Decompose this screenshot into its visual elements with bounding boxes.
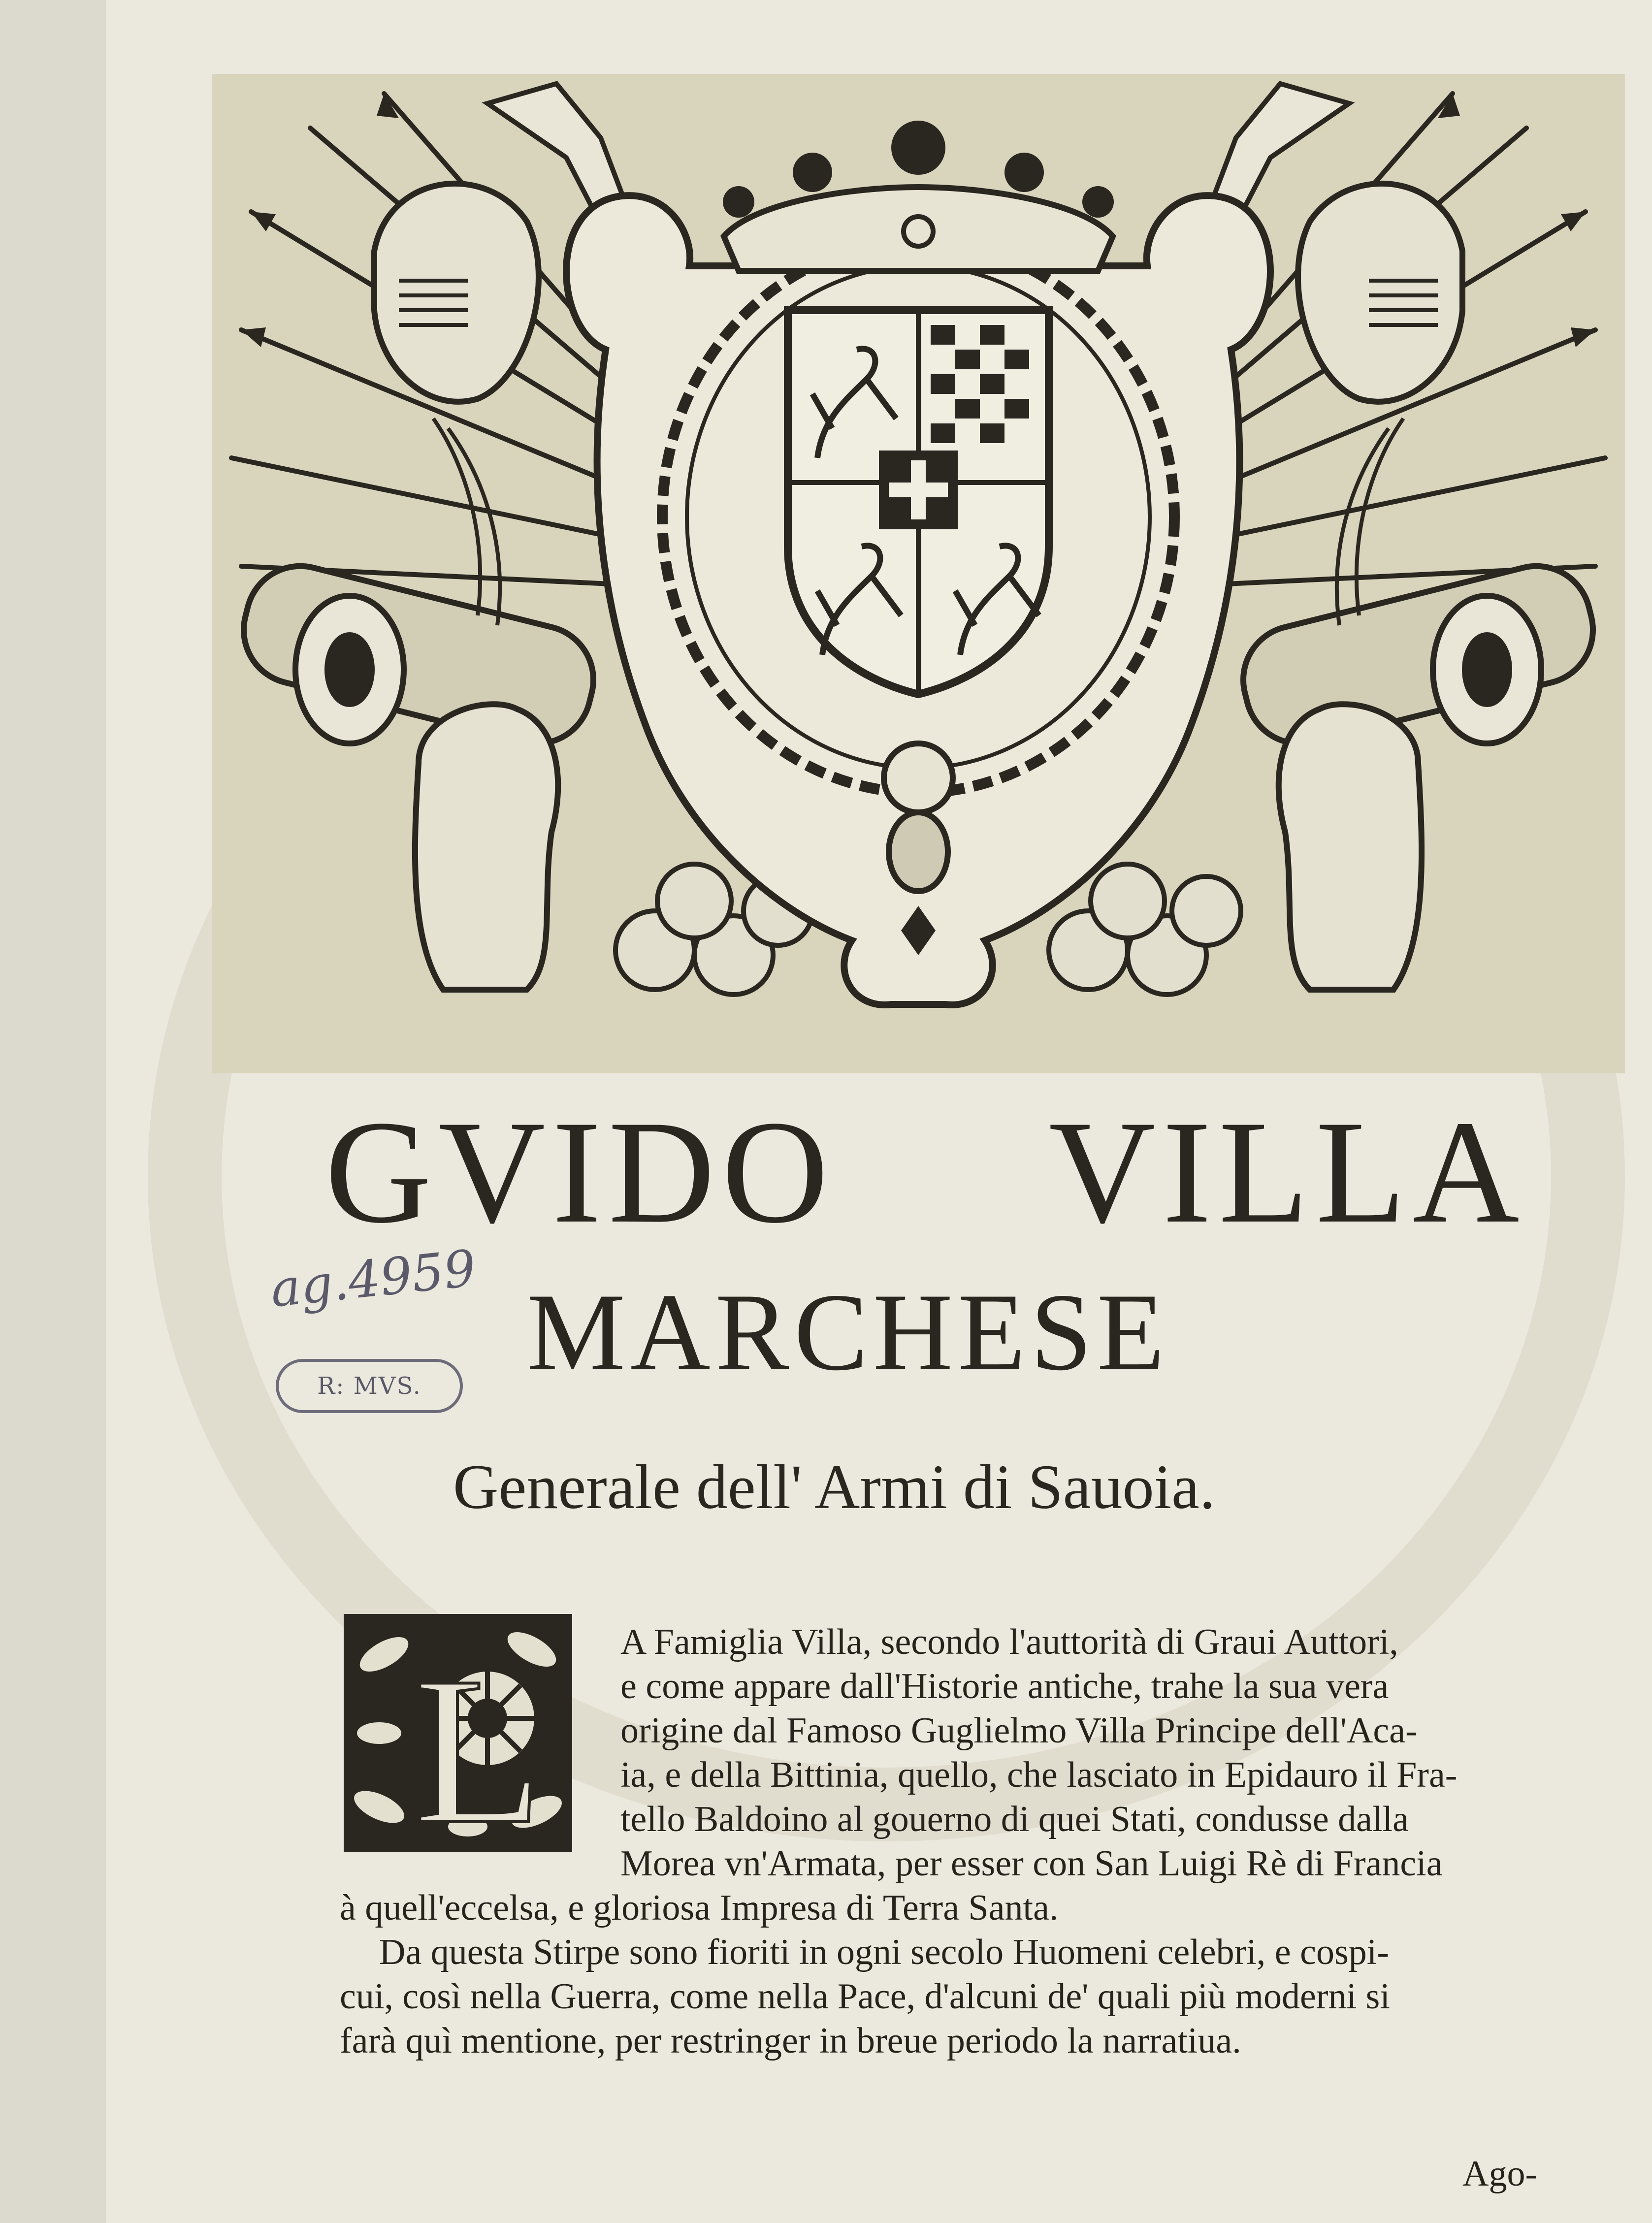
paragraph-1-line-3: origine dal Famoso Guglielmo Villa Principe dell'Aca- <box>620 1710 1418 1751</box>
library-stamp: R: MVS. <box>276 1359 463 1413</box>
document-subtitle: MARCHESE <box>527 1270 1170 1393</box>
handwritten-inventory-number: ag.4959 <box>267 1239 479 1319</box>
paragraph-2-line-3: farà quì mentione, per restringer in breue periodo la narratiua. <box>340 2021 1241 2061</box>
title-word-1: GVIDO <box>325 1090 836 1254</box>
paragraph-1-line-1: A Famiglia Villa, secondo l'auttorità di Graui Auttori, <box>620 1622 1398 1662</box>
paragraph-1-line-2: e come appare dall'Historie antiche, trahe la sua vera <box>620 1666 1389 1707</box>
title-word-2: VILLA <box>1049 1090 1526 1254</box>
catchword: Ago- <box>1462 2154 1538 2194</box>
paragraph-1-line-4: ia, e della Bittinia, quello, che lasciato in Epidauro il Fra- <box>620 1755 1458 1795</box>
dropcap-letter: L <box>414 1634 543 1856</box>
document-title <box>325 1090 1625 1254</box>
rank-heading: Generale dell' Armi di Sauoia. <box>453 1452 1215 1522</box>
paragraph-1-line-5: tello Baldoino al gouerno di quei Stati, condusse dalla <box>620 1799 1409 1839</box>
decorated-initial <box>340 1610 576 1856</box>
coat-of-arms-engraving <box>212 74 1625 1073</box>
paragraph-1-line-6: Morea vn'Armata, per esser con San Luigi Rè di Francia <box>620 1843 1443 1884</box>
binding-margin <box>0 0 106 2223</box>
paragraph-2-line-2: cui, così nella Guerra, come nella Pace, d'alcuni de' quali più moderni si <box>340 1976 1390 2017</box>
paragraph-1-line-7: à quell'eccelsa, e gloriosa Impresa di Terra Santa. <box>340 1888 1059 1928</box>
paragraph-2-line-1: Da questa Stirpe sono fioriti in ogni secolo Huomeni celebri, e cospi- <box>379 1932 1389 1972</box>
